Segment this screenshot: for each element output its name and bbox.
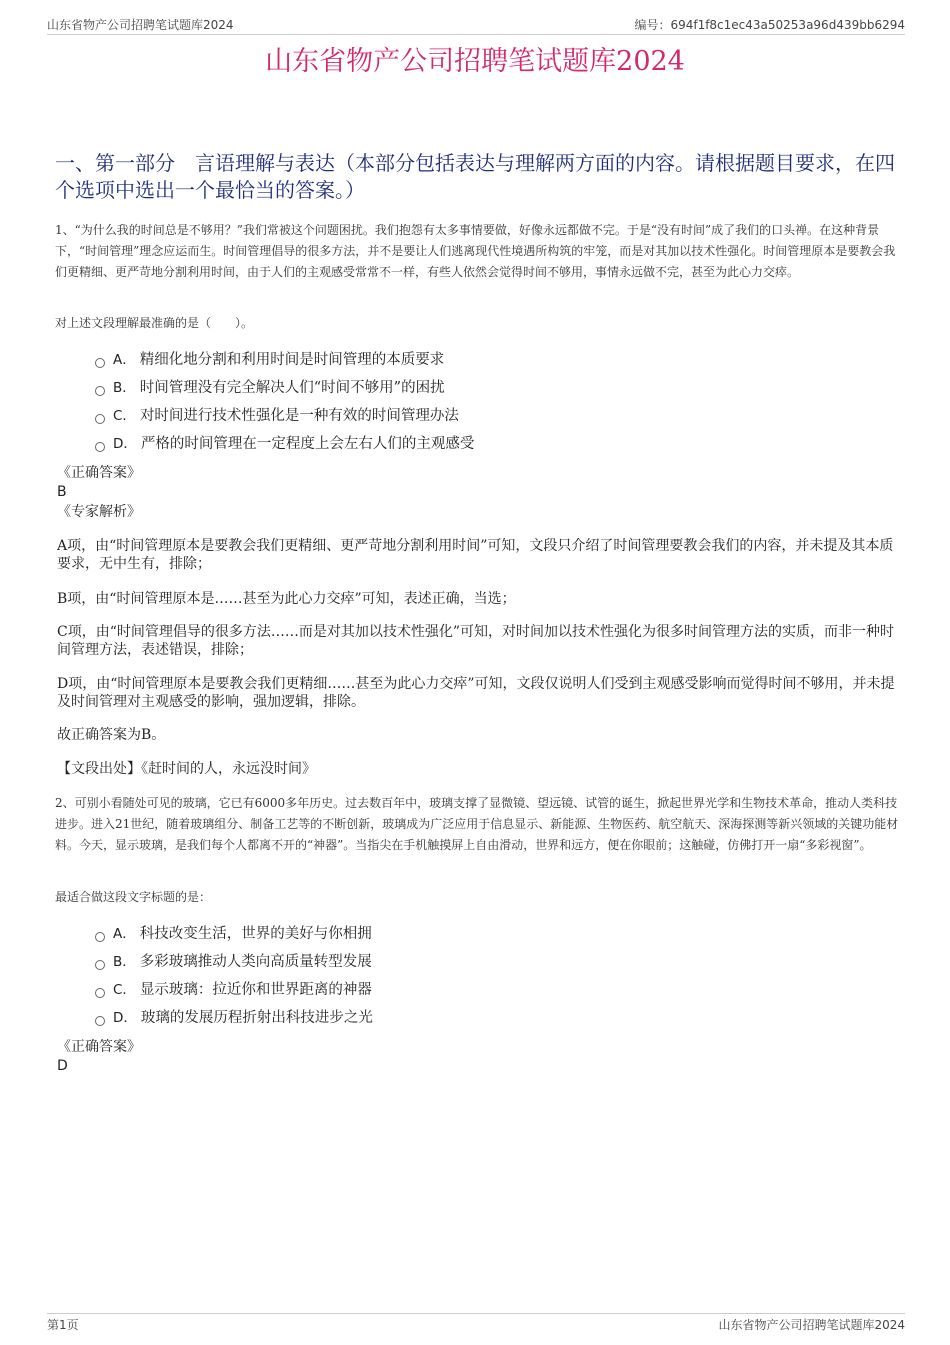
option-text: 时间管理没有完全解决人们“时间不够用”的困扰	[139, 380, 445, 396]
q1-answer-label: 《正确答案》	[57, 465, 141, 481]
option-letter: A．	[113, 352, 136, 368]
q1-answer: B	[57, 484, 67, 500]
option-text: 显示玻璃：拉近你和世界距离的神器	[139, 982, 372, 998]
radio-icon[interactable]	[95, 960, 105, 970]
radio-icon[interactable]	[95, 1016, 105, 1026]
header-doc-name: 山东省物产公司招聘笔试题库2024	[47, 18, 234, 32]
q1-analysis-d: D项，由“时间管理原本是要教会我们更精细……甚至为此心力交瘁”可知，文段仅说明人们受到主观感受影响而觉得时间不够用，并未提及时间管理对主观感受的影响，强加逻辑，排除。	[57, 676, 895, 710]
q1-options	[95, 346, 474, 458]
header-doc-id: 编号：694f1f8c1ec43a50253a96d439bb6294	[634, 18, 905, 32]
option-letter: D．	[113, 1010, 137, 1026]
option-text: 严格的时间管理在一定程度上会左右人们的主观感受	[140, 436, 475, 452]
option-text: 科技改变生活，世界的美好与你相拥	[139, 926, 372, 942]
section-heading: 一、第一部分 言语理解与表达（本部分包括表达与理解两方面的内容。请根据题目要求，在四个选项中选出一个最恰当的答案。）	[55, 151, 895, 202]
page-number: 第1页	[47, 1318, 79, 1332]
page-header	[47, 16, 905, 35]
option-letter: D．	[113, 436, 137, 452]
option-letter: A．	[113, 926, 136, 942]
q2-prompt: 最适合做这段文字标题的是：	[55, 890, 212, 904]
q1-option-d[interactable]	[95, 430, 474, 458]
q1-source: 【文段出处】《赶时间的人，永远没时间》	[57, 761, 316, 777]
radio-icon[interactable]	[95, 386, 105, 396]
q2-option-c[interactable]	[95, 976, 373, 1004]
radio-icon[interactable]	[95, 442, 105, 452]
footer-doc-name: 山东省物产公司招聘笔试题库2024	[718, 1318, 905, 1332]
q2-answer-label: 《正确答案》	[57, 1039, 141, 1055]
q2-answer: D	[57, 1058, 68, 1074]
option-letter: C．	[113, 982, 136, 998]
q1-analysis-b: B项，由“时间管理原本是……甚至为此心力交瘁”可知，表述正确，当选；	[57, 591, 516, 607]
radio-icon[interactable]	[95, 988, 105, 998]
option-text: 多彩玻璃推动人类向高质量转型发展	[139, 954, 372, 970]
q1-analysis-label: 《专家解析》	[57, 504, 141, 520]
q1-option-a[interactable]	[95, 346, 474, 374]
page-footer	[47, 1313, 905, 1334]
option-letter: B．	[113, 954, 136, 970]
q1-analysis-c: C项，由“时间管理倡导的很多方法……而是对其加以技术性强化”可知，对时间加以技术性强化为很多时间管理方法的实质，而非一种时间管理方法，表述错误，排除；	[57, 624, 895, 658]
q1-conclusion: 故正确答案为B。	[57, 727, 166, 743]
option-letter: B．	[113, 380, 136, 396]
radio-icon[interactable]	[95, 932, 105, 942]
q1-option-b[interactable]	[95, 374, 474, 402]
option-letter: C．	[113, 408, 136, 424]
q1-passage: 1、“为什么我的时间总是不够用？”我们常被这个问题困扰。我们抱怨有太多事情要做，好像永远都做不完。于是“没有时间”成了我们的口头禅。在这种背景下，“时间管理”理念应运而生。时间管理倡导的很多方法，并不是要让人们逃离现代性境遇所构筑的牢笼，而是对其加以技术性强化。时间管理原本是要教会我们更精细、更严苛地分割利用时间，由于人们的主观感受常常不一样，有些人依然会觉得时间不够用，事情永远做不完，甚至为此心力交瘁。	[55, 223, 896, 279]
q2-option-d[interactable]	[95, 1004, 373, 1032]
q2-option-a[interactable]	[95, 920, 373, 948]
option-text: 对时间进行技术性强化是一种有效的时间管理办法	[139, 408, 459, 424]
q2-options	[95, 920, 373, 1032]
q2-passage: 2、可别小看随处可见的玻璃，它已有6000多年历史。过去数百年中，玻璃支撑了显微镜、望远镜、试管的诞生，掀起世界光学和生物技术革命，推动人类科技进步。进入21世纪，随着玻璃组分、制备工艺等的不断创新，玻璃成为广泛应用于信息显示、新能源、生物医药、航空航天、深海探测等新兴领域的关键功能材料。今天，显示玻璃，是我们每个人都离不开的“神器”。当指尖在手机触摸屏上自由滑动，世界和远方，便在你眼前；这触碰，仿佛打开一扇“多彩视窗”。	[55, 796, 899, 852]
q1-prompt: 对上述文段理解最准确的是（ ）。	[55, 316, 254, 330]
option-text: 玻璃的发展历程折射出科技进步之光	[140, 1010, 373, 1026]
q2-option-b[interactable]	[95, 948, 373, 976]
radio-icon[interactable]	[95, 414, 105, 424]
option-text: 精细化地分割和利用时间是时间管理的本质要求	[139, 352, 445, 368]
q1-analysis-a: A项，由“时间管理原本是要教会我们更精细、更严苛地分割利用时间”可知，文段只介绍了时间管理要教会我们的内容，并未提及其本质要求，无中生有，排除；	[57, 538, 894, 572]
document-title: 山东省物产公司招聘笔试题库2024	[265, 46, 685, 77]
radio-icon[interactable]	[95, 358, 105, 368]
q1-option-c[interactable]	[95, 402, 474, 430]
